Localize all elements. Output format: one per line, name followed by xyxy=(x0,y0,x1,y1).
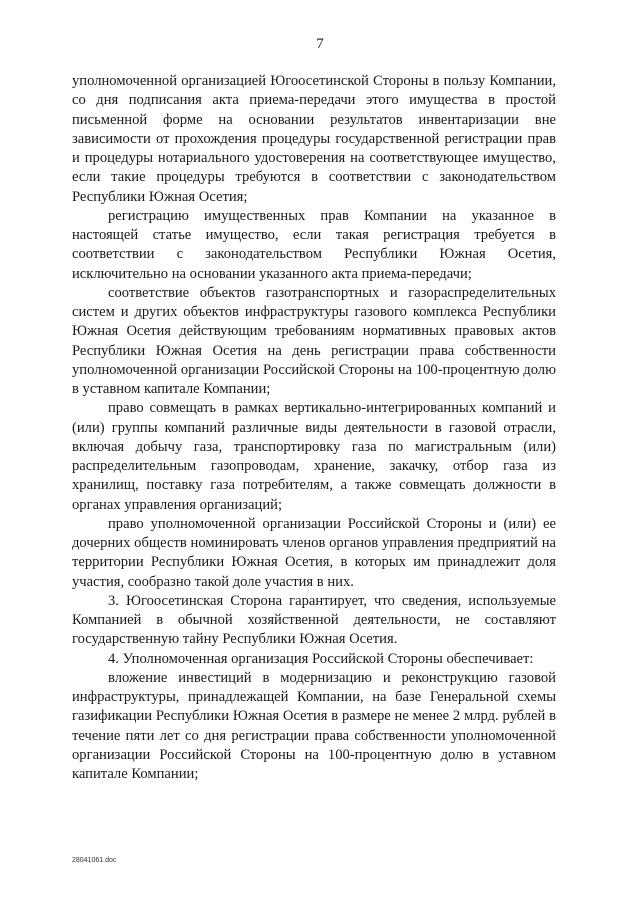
paragraph: вложение инвестиций в модернизацию и реконструкцию газовой инфраструктуры, принадлежащей Компании, на базе Генеральной схемы газификации Республики Южная Осетия в размере не менее 2 млрд. рублей в течение пяти лет со дня регистрации права собственности уполномоченной организации Российской Стороны на 100-процентную долю в уставном капитале Компании; xyxy=(72,669,556,782)
paragraph: 3. Югоосетинская Сторона гарантирует, что сведения, используемые Компанией в обычной хозяйственной деятельности, не составляют государственную тайну Республики Южная Осетия. xyxy=(72,592,556,648)
paragraph: регистрацию имущественных прав Компании на указанное в настоящей статье имущество, если такая регистрация требуется в соответствии с законодательством Республики Южная Осетия, исключительно на основании указанного акта приема-передачи; xyxy=(72,207,556,282)
page-number: 7 xyxy=(316,36,324,52)
footer-filename: 28041061.doc xyxy=(72,857,117,864)
paragraph: право совмещать в рамках вертикально-интегрированных компаний и (или) группы компаний различные виды деятельности в газовой отрасли, включая добычу газа, транспортировку газа по магистральным (или) распределительным газопроводам, хранение, закачку, отбор газа из хранилищ, поставку газа потребителям, а также совмещать должности в органах управления организаций; xyxy=(72,400,556,513)
paragraph: право уполномоченной организации Российской Стороны и (или) ее дочерних обществ номинировать членов органов управления предприятий на территории Республики Южная Осетия, в которых им принадлежит доля участия, сообразно такой доле участия в них. xyxy=(72,515,556,590)
paragraph: соответствие объектов газотранспортных и газораспределительных систем и других объектов инфраструктуры газового комплекса Республики Южная Осетия действующим требованиям нормативных правовых актов Республики Южная Осетия на день регистрации права собственности уполномоченной организации Российской Стороны на 100-процентную долю в уставном капитале Компании; xyxy=(72,284,556,397)
paragraph: уполномоченной организацией Югоосетинской Стороны в пользу Компании, со дня подписания акта приема-передачи этого имущества в простой письменной форме на основании результатов инвентаризации вне зависимости от прохождения процедуры государственной регистрации прав и процедуры нотариального удостоверения на соответствующее имущество, если такие процедуры требуются в соответствии с законодательством Республики Южная Осетия; xyxy=(72,73,556,205)
document-body xyxy=(72,72,556,784)
paragraph: 4. Уполномоченная организация Российской Стороны обеспечивает: xyxy=(108,650,534,667)
